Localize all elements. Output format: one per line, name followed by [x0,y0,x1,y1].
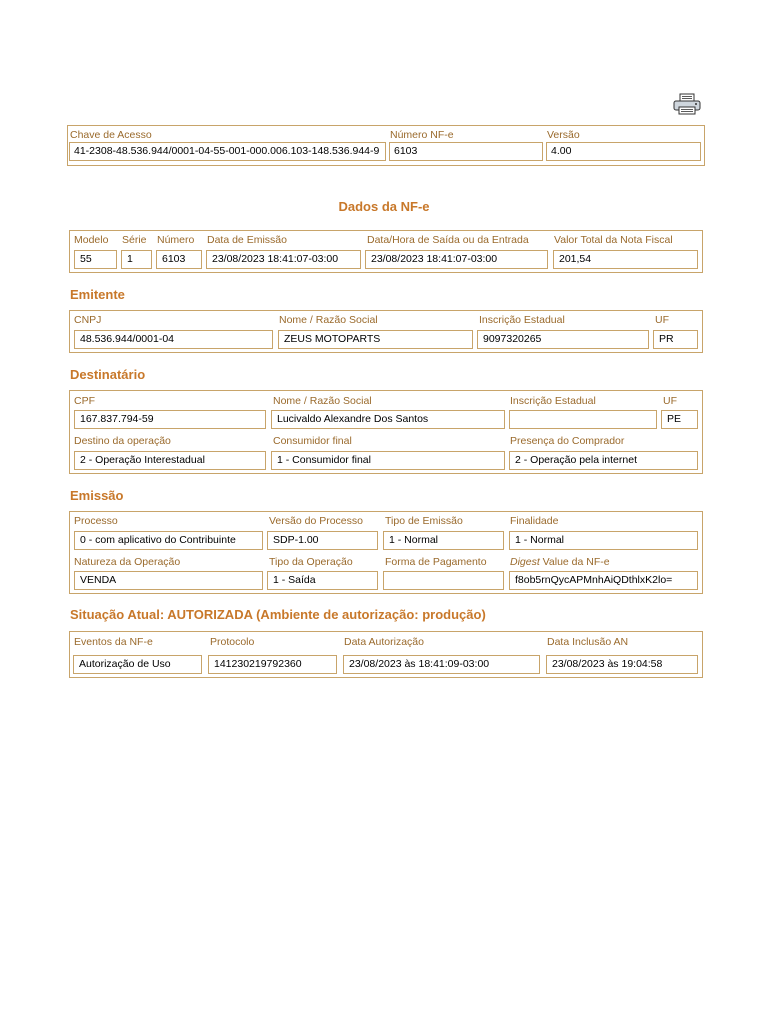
versao-label: Versão [547,129,580,141]
consumidor-final-label: Consumidor final [273,435,352,447]
data-autorizacao-field: 23/08/2023 às 18:41:09-03:00 [343,655,540,674]
processo-field: 0 - com aplicativo do Contribuinte [74,531,263,550]
dest-inscricao-estadual-field [509,410,657,429]
uf-label: UF [655,314,669,326]
data-saida-field: 23/08/2023 18:41:07-03:00 [365,250,548,269]
situacao-title: Situação Atual: AUTORIZADA (Ambiente de autorização: produção) [70,607,486,622]
finalidade-label: Finalidade [510,515,559,527]
protocolo-label: Protocolo [210,636,255,648]
destinatario-title: Destinatário [70,367,146,382]
numero-nfe-label: Número NF-e [390,129,454,141]
dest-uf-label: UF [663,395,677,407]
dest-uf-field: PE [661,410,698,429]
natureza-operacao-field: VENDA [74,571,263,590]
destino-operacao-field: 2 - Operação Interestadual [74,451,266,470]
tipo-operacao-label: Tipo da Operação [269,556,353,568]
inscricao-estadual-label: Inscrição Estadual [479,314,565,326]
cnpj-field: 48.536.944/0001-04 [74,330,273,349]
data-saida-label: Data/Hora de Saída ou da Entrada [367,234,529,246]
data-emissao-label: Data de Emissão [207,234,287,246]
data-autorizacao-label: Data Autorização [344,636,424,648]
presenca-comprador-field: 2 - Operação pela internet [509,451,698,470]
versao-processo-label: Versão do Processo [269,515,363,527]
dados-nfe-title: Dados da NF-e [338,199,430,214]
printer-icon[interactable] [672,93,702,115]
versao-processo-field: SDP-1.00 [267,531,378,550]
eventos-nfe-field: Autorização de Uso [73,655,202,674]
protocolo-field: 141230219792360 [208,655,337,674]
cnpj-label: CNPJ [74,314,102,326]
emitente-title: Emitente [70,287,125,302]
finalidade-field: 1 - Normal [509,531,698,550]
destino-operacao-label: Destino da operação [74,435,171,447]
modelo-field: 55 [74,250,117,269]
uf-field: PR [653,330,698,349]
tipo-emissao-field: 1 - Normal [383,531,504,550]
chave-acesso-field: 41-2308-48.536.944/0001-04-55-001-000.006.103-148.536.944-9 [69,142,386,161]
razao-social-label: Nome / Razão Social [279,314,378,326]
cpf-label: CPF [74,395,95,407]
inscricao-estadual-field: 9097320265 [477,330,649,349]
processo-label: Processo [74,515,118,527]
digest-value-label [510,556,610,568]
dest-razao-social-field: Lucivaldo Alexandre Dos Santos [271,410,505,429]
presenca-comprador-label: Presença do Comprador [510,435,625,447]
digest-label-em: Digest [510,556,540,568]
tipo-emissao-label: Tipo de Emissão [385,515,463,527]
valor-total-label: Valor Total da Nota Fiscal [554,234,673,246]
data-emissao-field: 23/08/2023 18:41:07-03:00 [206,250,361,269]
chave-acesso-label: Chave de Acesso [70,129,152,141]
numero-field: 6103 [156,250,202,269]
cpf-field: 167.837.794-59 [74,410,266,429]
dest-razao-social-label: Nome / Razão Social [273,395,372,407]
valor-total-field: 201,54 [553,250,698,269]
numero-label: Número [157,234,195,246]
data-inclusao-an-label: Data Inclusão AN [547,636,629,648]
consumidor-final-field: 1 - Consumidor final [271,451,505,470]
eventos-nfe-label: Eventos da NF-e [74,636,153,648]
serie-label: Série [122,234,147,246]
razao-social-field: ZEUS MOTOPARTS [278,330,473,349]
forma-pagamento-field [383,571,504,590]
numero-nfe-field: 6103 [389,142,543,161]
digest-label-rest: Value da NF-e [539,556,610,568]
digest-value-field: f8ob5rnQycAPMnhAiQDthlxK2lo= [509,571,698,590]
natureza-operacao-label: Natureza da Operação [74,556,181,568]
versao-field: 4.00 [546,142,701,161]
dest-inscricao-estadual-label: Inscrição Estadual [510,395,596,407]
serie-field: 1 [121,250,152,269]
tipo-operacao-field: 1 - Saída [267,571,378,590]
forma-pagamento-label: Forma de Pagamento [385,556,487,568]
emissao-title: Emissão [70,488,124,503]
modelo-label: Modelo [74,234,109,246]
data-inclusao-an-field: 23/08/2023 às 19:04:58 [546,655,698,674]
